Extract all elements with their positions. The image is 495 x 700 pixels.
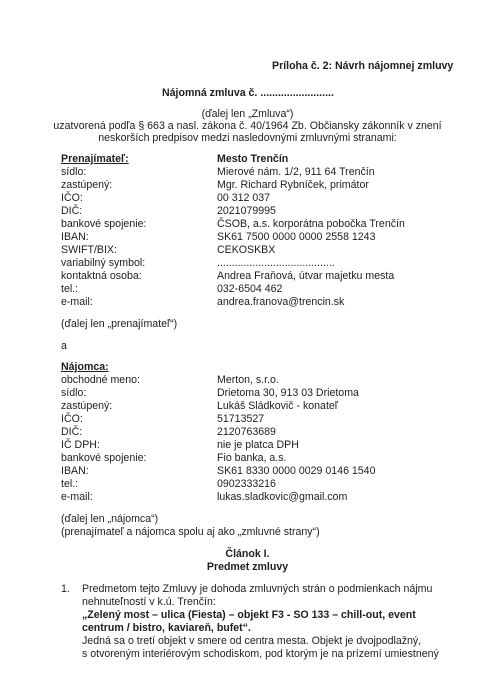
- landlord-label: kontaktná osoba:: [61, 270, 142, 282]
- landlord-value: CEKOSKBX: [217, 244, 276, 256]
- tenant-label: obchodné meno:: [61, 374, 140, 386]
- landlord-value: Andrea Fraňová, útvar majetku mesta: [217, 270, 395, 282]
- tenant-label: e-mail:: [61, 491, 93, 503]
- tenant-label: zastúpený:: [61, 400, 113, 412]
- and-conjunction: a: [61, 340, 67, 352]
- landlord-label: tel.:: [61, 283, 79, 295]
- landlord-label: SWIFT/BIX:: [61, 244, 117, 256]
- intro-line-2: neskorších predpisov medzi nasledovnými zmluvnými stranami:: [98, 132, 397, 144]
- tenant-value: Lukáš Sládkovič - konateľ: [217, 400, 338, 412]
- landlord-label: variabilný symbol:: [61, 257, 146, 269]
- parties-note: (prenajímateľ a nájomca spolu aj ako „zmluvné strany“): [61, 526, 320, 538]
- tenant-label: tel.:: [61, 478, 79, 490]
- landlord-label: IČO:: [61, 192, 83, 204]
- landlord-label: zastúpený:: [61, 179, 113, 191]
- contract-title: Nájomná zmluva č. .........................: [162, 87, 334, 99]
- item-number: 1.: [61, 583, 70, 595]
- article-line: Predmetom tejto Zmluvy je dohoda zmluvných strán o podmienkach nájmu: [82, 583, 433, 595]
- tenant-label: DIČ:: [61, 426, 83, 438]
- landlord-value: ČSOB, a.s. korporátna pobočka Trenčín: [217, 218, 405, 230]
- landlord-value: SK61 7500 0000 0000 2558 1243: [217, 231, 376, 243]
- tenant-label: IČO:: [61, 413, 83, 425]
- landlord-alias: (ďalej len „prenajímateľ“): [61, 318, 178, 330]
- landlord-name: Mesto Trenčín: [217, 153, 289, 165]
- annex-label: Príloha č. 2: Návrh nájomnej zmluvy: [272, 60, 454, 72]
- landlord-value: ........................................: [217, 257, 335, 269]
- landlord-value: andrea.franova@trencin.sk: [217, 296, 345, 308]
- tenant-label: sídlo:: [61, 387, 87, 399]
- tenant-value: 2120763689: [217, 426, 276, 438]
- landlord-label: sídlo:: [61, 166, 87, 178]
- tenant-value: 0902333216: [217, 478, 276, 490]
- tenant-value: nie je platca DPH: [217, 439, 299, 451]
- article-line: Jedná sa o tretí objekt v smere od centra mesta. Objekt je dvojpodlažný,: [82, 635, 422, 647]
- article-line: nehnuteľností v k.ú. Trenčín:: [82, 596, 216, 608]
- landlord-value: 032-6504 462: [217, 283, 283, 295]
- intro-line-1: uzatvorená podľa § 663 a nasl. zákona č. 40/1964 Zb. Občiansky zákonník v znení: [53, 120, 442, 132]
- landlord-heading: Prenajímateľ:: [61, 153, 129, 165]
- tenant-value: SK61 8330 0000 0029 0146 1540: [217, 465, 376, 477]
- tenant-value: Merton, s.r.o.: [217, 374, 279, 386]
- landlord-value: 00 312 037: [217, 192, 271, 204]
- landlord-label: DIČ:: [61, 205, 83, 217]
- tenant-alias: (ďalej len „nájomca“): [61, 513, 159, 525]
- tenant-heading: Nájomca:: [61, 361, 109, 373]
- contract-subtitle: (ďalej len „Zmluva“): [201, 108, 294, 120]
- tenant-label: bankové spojenie:: [61, 452, 147, 464]
- landlord-label: IBAN:: [61, 231, 89, 243]
- landlord-value: Mgr. Richard Rybníček, primátor: [217, 179, 369, 191]
- landlord-label: bankové spojenie:: [61, 218, 147, 230]
- article-number: Článok I.: [225, 548, 270, 560]
- article-object-line: centrum / bistro, kaviareň, bufet“.: [82, 622, 251, 634]
- landlord-value: Mierové nám. 1/2, 911 64 Trenčín: [217, 166, 375, 178]
- tenant-value: lukas.sladkovic@gmail.com: [217, 491, 348, 503]
- tenant-value: Fio banka, a.s.: [217, 452, 287, 464]
- article-line: s otvoreným interiérovým schodiskom, pod ktorým je na prízemí umiestnený: [82, 648, 439, 660]
- tenant-value: Drietoma 30, 913 03 Drietoma: [217, 387, 359, 399]
- landlord-value: 2021079995: [217, 205, 276, 217]
- tenant-label: IBAN:: [61, 465, 89, 477]
- landlord-label: e-mail:: [61, 296, 93, 308]
- article-title: Predmet zmluvy: [206, 561, 289, 573]
- article-object-line: „Zelený most – ulica (Fiesta) – objekt F3 - SO 133 – chill-out, event: [82, 609, 416, 621]
- tenant-value: 51713527: [217, 413, 265, 425]
- tenant-label: IČ DPH:: [61, 439, 100, 451]
